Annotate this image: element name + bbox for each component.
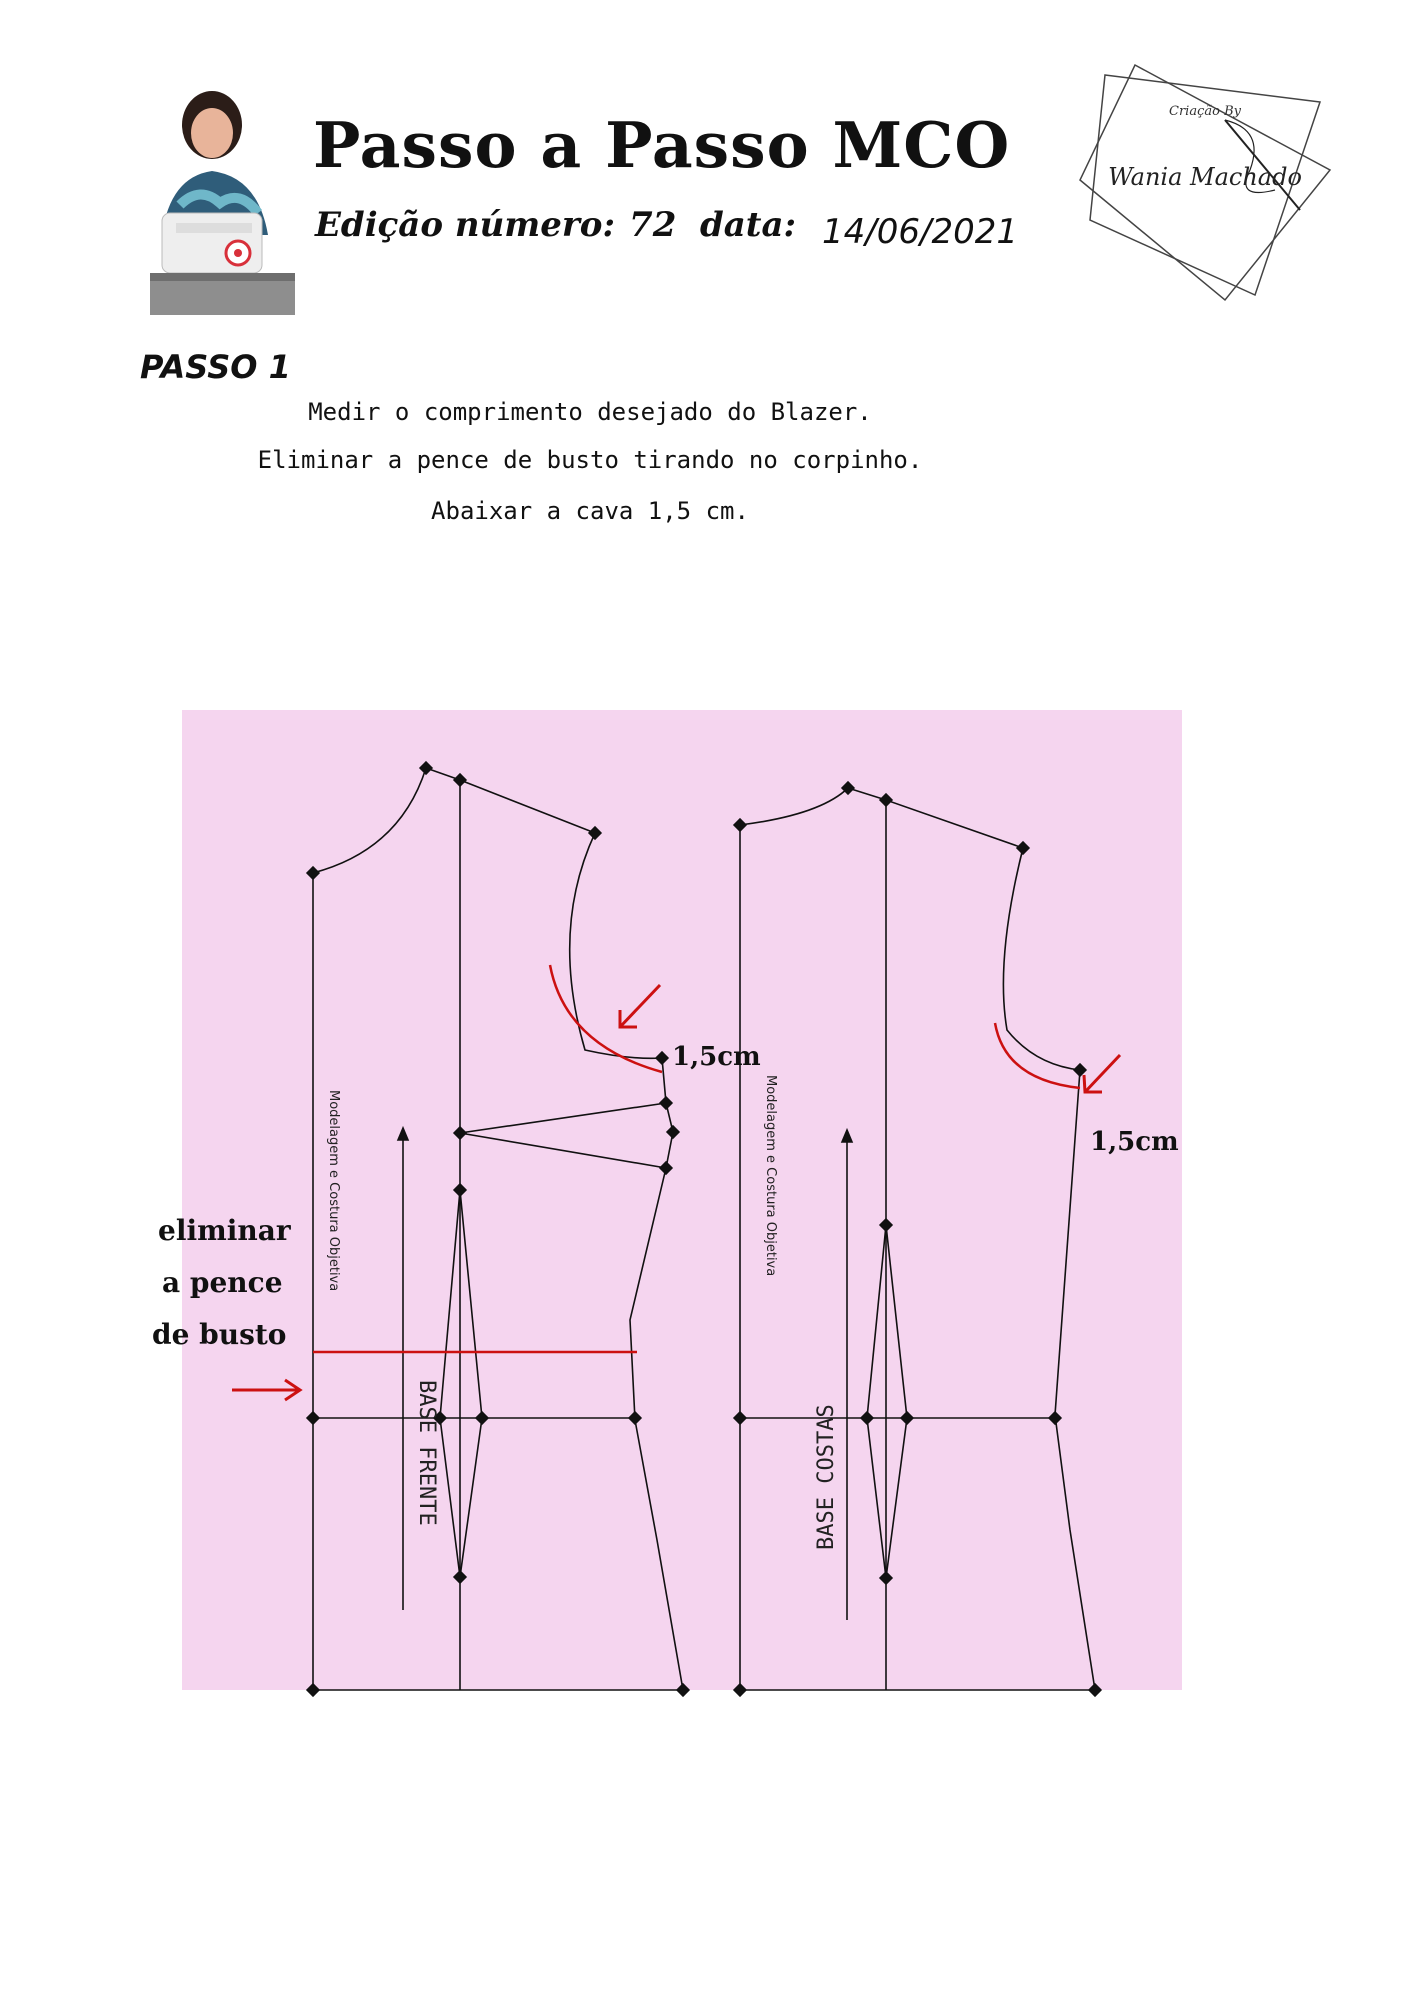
edition-label-group [315, 205, 676, 245]
logo-line2: Wania Machado [1108, 163, 1302, 191]
back-piece-label: BASE COSTAS [814, 1404, 839, 1550]
annotation-line-3: de busto [152, 1318, 287, 1351]
front-measure-label: 1,5cm [672, 1042, 761, 1072]
instruction-line-1: Medir o comprimento desejado do Blazer. [308, 398, 872, 426]
date-label: data: [700, 205, 797, 245]
instruction-line-3: Abaixar a cava 1,5 cm. [431, 497, 749, 525]
logo-line1: Criação By [1169, 104, 1241, 119]
edition-number: 72 [629, 205, 677, 245]
date-value: 14/06/2021 [822, 212, 1018, 252]
annotation-line-2: a pence [162, 1266, 283, 1299]
brand-logo [1075, 60, 1335, 310]
front-piece-label: BASE FRENTE [414, 1380, 439, 1526]
edition-label: Edição número: [315, 205, 616, 245]
author-photo [140, 85, 305, 315]
instruction-line-2: Eliminar a pence de busto tirando no corpinho. [257, 446, 923, 474]
step-label: PASSO 1 [140, 348, 291, 386]
annotation-line-1: eliminar [158, 1214, 291, 1247]
pattern-diagram [110, 700, 1190, 1720]
front-watermark: Modelagem e Costura Objetiva [326, 1090, 341, 1292]
back-measure-label: 1,5cm [1090, 1127, 1179, 1157]
back-watermark: Modelagem e Costura Objetiva [763, 1075, 778, 1277]
page-title: Passo a Passo MCO [313, 108, 1011, 182]
